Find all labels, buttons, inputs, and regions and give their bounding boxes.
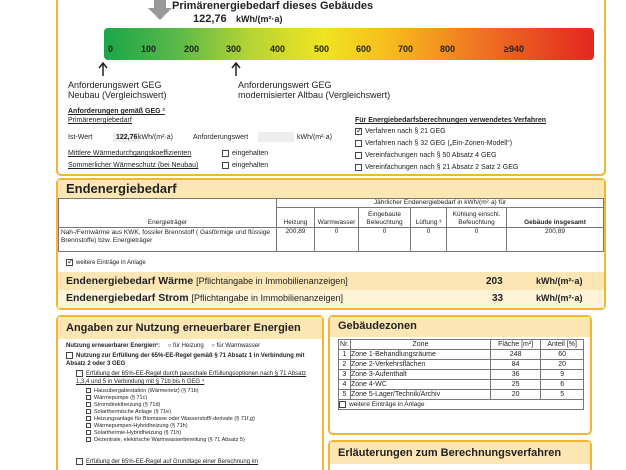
energy-carrier: Nah-/Fernwärme aus KWK, fossiler Brennstoff ( Gasförmige und flüssige Brennstoffe) bzw. Energieträger: [59, 228, 277, 252]
table-row: [59, 228, 604, 252]
scale-label: 500: [314, 44, 330, 54]
checkbox[interactable]: [355, 140, 362, 147]
procedure-item: Verfahren nach § 32 GEG („Ein-Zonen-Modell“): [355, 139, 512, 148]
primary-energy-value: 122,76: [193, 13, 227, 25]
requirements-subtitle: Primärenergiebedarf: [68, 117, 132, 124]
option-item: Wärmepumpen-Hybridheizung (§ 71h): [86, 423, 255, 430]
strom-unit: kWh/(m²·a): [536, 293, 583, 303]
reference-new-building: Anforderungswert GEG Neubau (Vergleichswert): [68, 80, 167, 100]
option-item: Dezentrale, elektrische Warmwasserbereitung (§ 71 Absatz 5): [86, 437, 255, 444]
checkbox[interactable]: [355, 164, 362, 171]
up-arrow-icon: [230, 62, 242, 76]
waerme-value: 203: [486, 276, 503, 287]
strom-label: Endenergiebedarf Strom: [66, 292, 189, 304]
zones-table: [338, 339, 584, 410]
procedure-item: Vereinfachungen nach § 50 Absatz 4 GEG: [355, 151, 497, 160]
energy-scale-labels: [104, 44, 594, 56]
checkbox[interactable]: [222, 162, 229, 169]
checkbox[interactable]: [76, 458, 83, 465]
checkbox[interactable]: [66, 352, 73, 359]
header-nr: Nr.: [340, 341, 349, 348]
up-arrow-icon: [97, 62, 109, 76]
table-row: 4 Zone 4-WC 25 6: [339, 380, 584, 390]
col-insgesamt: Gebäude insgesamt: [507, 208, 604, 228]
cell-value: 0: [315, 228, 359, 252]
scale-label: 0: [108, 44, 114, 54]
table-row: 2 Zone 2-Verkehrsflächen 84 20: [339, 360, 584, 370]
scale-label: 300: [226, 44, 242, 54]
checkbox[interactable]: [86, 437, 91, 442]
eingehalten-label: eingehalten: [232, 150, 269, 157]
zones-title: Gebäudezonen: [338, 320, 417, 332]
col-energietraeger: Energieträger: [59, 199, 277, 228]
explanation-title: Erläuterungen zum Berechnungsverfahren: [338, 447, 562, 459]
checkbox[interactable]: [86, 416, 91, 421]
table-row: 3 Zone 3-Aufenthalt 36 9: [339, 370, 584, 380]
procedure-item: Vereinfachungen nach § 21 Absatz 2 Satz 2 GEG: [355, 163, 518, 172]
scale-label: 800: [440, 44, 456, 54]
radio-heizung[interactable]: ○ für Heizung: [167, 343, 204, 349]
table-header: [339, 340, 584, 350]
waerme-label: Endenergiebedarf Wärme: [66, 275, 194, 287]
strom-note: [Pflichtangabe in Immobilienanzeigen]: [191, 293, 344, 303]
mittlere-label: Mittlere Wärmedurchgangskoeffizienten: [68, 150, 192, 157]
nutzung-row: [66, 342, 260, 350]
renewable-title: Angaben zur Nutzung erneuerbarer Energien: [66, 322, 301, 334]
col-lueftung: Lüftung ³: [411, 208, 447, 228]
cell-value: 0: [447, 228, 507, 252]
anforderung-unit: kWh/(m²·a): [297, 134, 332, 141]
radio-warmwasser[interactable]: ○ für Warmwasser: [211, 343, 261, 349]
sommer-check: [222, 161, 268, 170]
option-item: Heizungsanlage für Biomasse oder Wasserstoff/-derivate (§ 71f,g): [86, 416, 255, 423]
cell-value: 0: [411, 228, 447, 252]
scale-label: 600: [356, 44, 372, 54]
strom-row: [66, 292, 343, 304]
col-heizung: Heizung: [277, 208, 315, 228]
mittlere-check: [222, 149, 268, 158]
procedure-item: ✓Verfahren nach § 21 GEG: [355, 127, 446, 136]
col-warmwasser: Warmwasser: [315, 208, 359, 228]
option-item: Solarthermische Anlage (§ 71e): [86, 409, 255, 416]
checkbox[interactable]: [76, 370, 83, 377]
checkbox[interactable]: [86, 388, 91, 393]
weitere-eintraege: ✓weitere Einträge in Anlage: [66, 259, 146, 267]
checkbox-checked[interactable]: [66, 259, 73, 266]
anforderung-value-box: [258, 132, 294, 142]
cell-value: 0: [359, 228, 411, 252]
header-flaeche: Fläche [m²]: [491, 340, 541, 350]
eingehalten-label: eingehalten: [232, 162, 269, 169]
cell-value: 200,89: [507, 228, 604, 252]
option-item: Wärmepumpe (§ 71c): [86, 395, 255, 402]
final-energy-table: [58, 198, 604, 252]
procedure-title: Für Energiebedarfsberechnungen verwendetes Verfahren: [355, 117, 547, 124]
scale-label: 200: [184, 44, 200, 54]
anforderung-label: Anforderungswert: [193, 134, 249, 141]
table-row: 5 Zone 5-Lager/Technik/Archiv 20 5: [339, 390, 584, 400]
table-row: 1 Zone 1-Behandlungsräume 248 60: [339, 350, 584, 360]
option-item: Stromdirektheizung (§ 71d): [86, 402, 255, 409]
col-group: Jährlicher Endenergiebedarf in kWh/(m²·a) für: [277, 199, 604, 208]
down-arrow-icon: [148, 0, 172, 22]
checkbox[interactable]: [86, 409, 91, 414]
renewable-item1: Nutzung zur Erfüllung der 65%-EE-Regel gemäß § 71 Absatz 1 in Verbindung mit Absatz 2 oder 3 GEG: [66, 353, 305, 368]
table-row: weitere Einträge in Anlage: [339, 400, 584, 410]
sommer-label: Sommerlicher Wärmeschutz (bei Neubau): [68, 162, 199, 169]
renewable-options: [86, 388, 255, 444]
primary-energy-unit: kWh/(m²·a): [236, 14, 283, 24]
option-item: Solarthermie-Hybridheizung (§ 71h): [86, 430, 255, 437]
checkbox[interactable]: [339, 401, 346, 408]
header-anteil: Anteil [%]: [541, 340, 584, 350]
nutzung-label: Nutzung erneuerbarer Energien¹:: [66, 343, 161, 349]
checkbox[interactable]: [355, 152, 362, 159]
renewable-item2: Erfüllung der 65%-EE-Regel durch pauschale Erfüllungsoptionen nach § 71 Absatz 1,3,4 und 5 in Verbindung mit § 71b bis h GEG ⁴: [76, 371, 307, 386]
ist-label: Ist-Wert: [68, 134, 93, 141]
waerme-row: [66, 275, 348, 287]
renewable-item3: Erfüllung der 65%-EE-Regel auf Grundlage einer Berechnung im: [76, 458, 316, 466]
strom-value: 33: [492, 293, 504, 304]
option-item: Hausübergabestation (Wärmenetz) (§ 71b): [86, 388, 255, 395]
scale-label: 700: [398, 44, 414, 54]
checkbox[interactable]: [86, 430, 91, 435]
ist-unit: kWh/(m²·a): [138, 134, 173, 141]
checkbox[interactable]: [86, 402, 91, 407]
col-kuehlung: Kühlung einschl. Befeuchtung: [447, 208, 507, 228]
ist-value: 122,76: [113, 133, 140, 142]
scale-label: ≥940: [504, 44, 524, 54]
scale-label: 100: [141, 44, 157, 54]
header-zone: Zone: [351, 340, 491, 350]
waerme-note: [Pflichtangabe in Immobilienanzeigen]: [196, 276, 348, 286]
cell-value: 200,89: [277, 228, 315, 252]
checkbox-checked[interactable]: [355, 128, 362, 135]
checkbox[interactable]: [86, 395, 91, 400]
col-beleuchtung: Eingebaute Beleuchtung: [359, 208, 411, 228]
reference-modernized: Anforderungswert GEG modernisierter Altbau (Vergleichswert): [238, 80, 391, 100]
primary-energy-title: Primärenergiebedarf dieses Gebäudes: [172, 0, 374, 12]
checkbox[interactable]: [222, 150, 229, 157]
final-energy-title: Endenergiebedarf: [66, 181, 177, 196]
checkbox[interactable]: [86, 423, 91, 428]
waerme-unit: kWh/(m²·a): [536, 276, 583, 286]
scale-label: 400: [270, 44, 286, 54]
requirements-title: Anforderungen gemäß GEG ²: [68, 108, 165, 115]
